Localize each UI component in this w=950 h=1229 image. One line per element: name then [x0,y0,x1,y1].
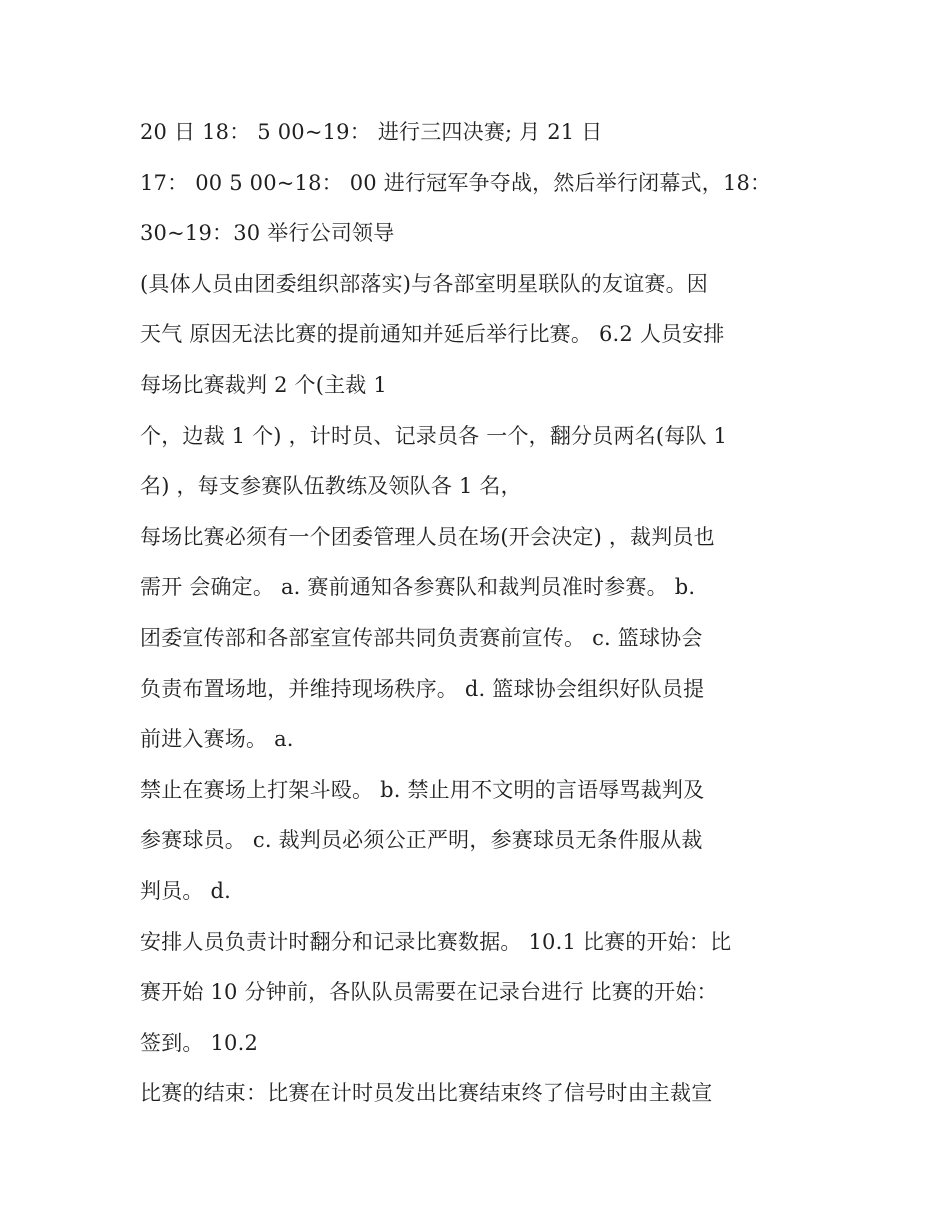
text-line: 团委宣传部和各部室宣传部共同负责赛前宣传。 c. 篮球协会 [140,625,703,650]
text-line: 参赛球员。 c. 裁判员必须公正严明，参赛球员无条件服从裁 [140,828,703,853]
text-line: 安排人员负责计时翻分和记录比赛数据。 10.1 比赛的开始：比 [140,929,732,954]
text-line: 17： 00 5 00~18： 00 进行冠军争夺战，然后举行闭幕式，18： [140,170,772,195]
text-line: 每场比赛裁判 2 个(主裁 1 [140,372,387,397]
document-body [140,107,830,1119]
text-line: 需开 会确定。 a. 赛前通知各参赛队和裁判员准时参赛。 b. [140,575,696,600]
text-line: 禁止在赛场上打架斗殴。 b. 禁止用不文明的言语辱骂裁判及 [140,777,705,802]
text-line: (具体人员由团委组织部落实)与各部室明星联队的友谊赛。因 [140,271,708,296]
text-line: 判员。 d. [140,878,231,903]
text-line: 每场比赛必须有一个团委管理人员在场(开会决定) ，裁判员也 [140,524,715,549]
text-line: 负责布置场地，并维持现场秩序。 d. 篮球协会组织好队员提 [140,676,705,701]
text-line: 名) ，每支参赛队伍教练及领队各 1 名， [140,474,522,499]
text-line: 赛开始 10 分钟前，各队队员需要在记录台进行 比赛的开始： [140,980,718,1005]
text-line: 30~19：30 举行公司领导 [140,221,395,246]
text-line: 比赛的结束：比赛在计时员发出比赛结束终了信号时由主裁宣 [140,1081,713,1106]
text-line: 天气 原因无法比赛的提前通知并延后举行比赛。 6.2 人员安排 [140,322,725,347]
text-line: 签到。 10.2 [140,1030,259,1055]
text-line: 前进入赛场。 a. [140,727,294,752]
text-line: 20 日 18： 5 00~19： 进行三四决赛; 月 21 日 [140,120,603,144]
text-line: 个，边裁 1 个) ，计时员、记录员各 一个，翻分员两名(每队 1 [140,423,728,448]
